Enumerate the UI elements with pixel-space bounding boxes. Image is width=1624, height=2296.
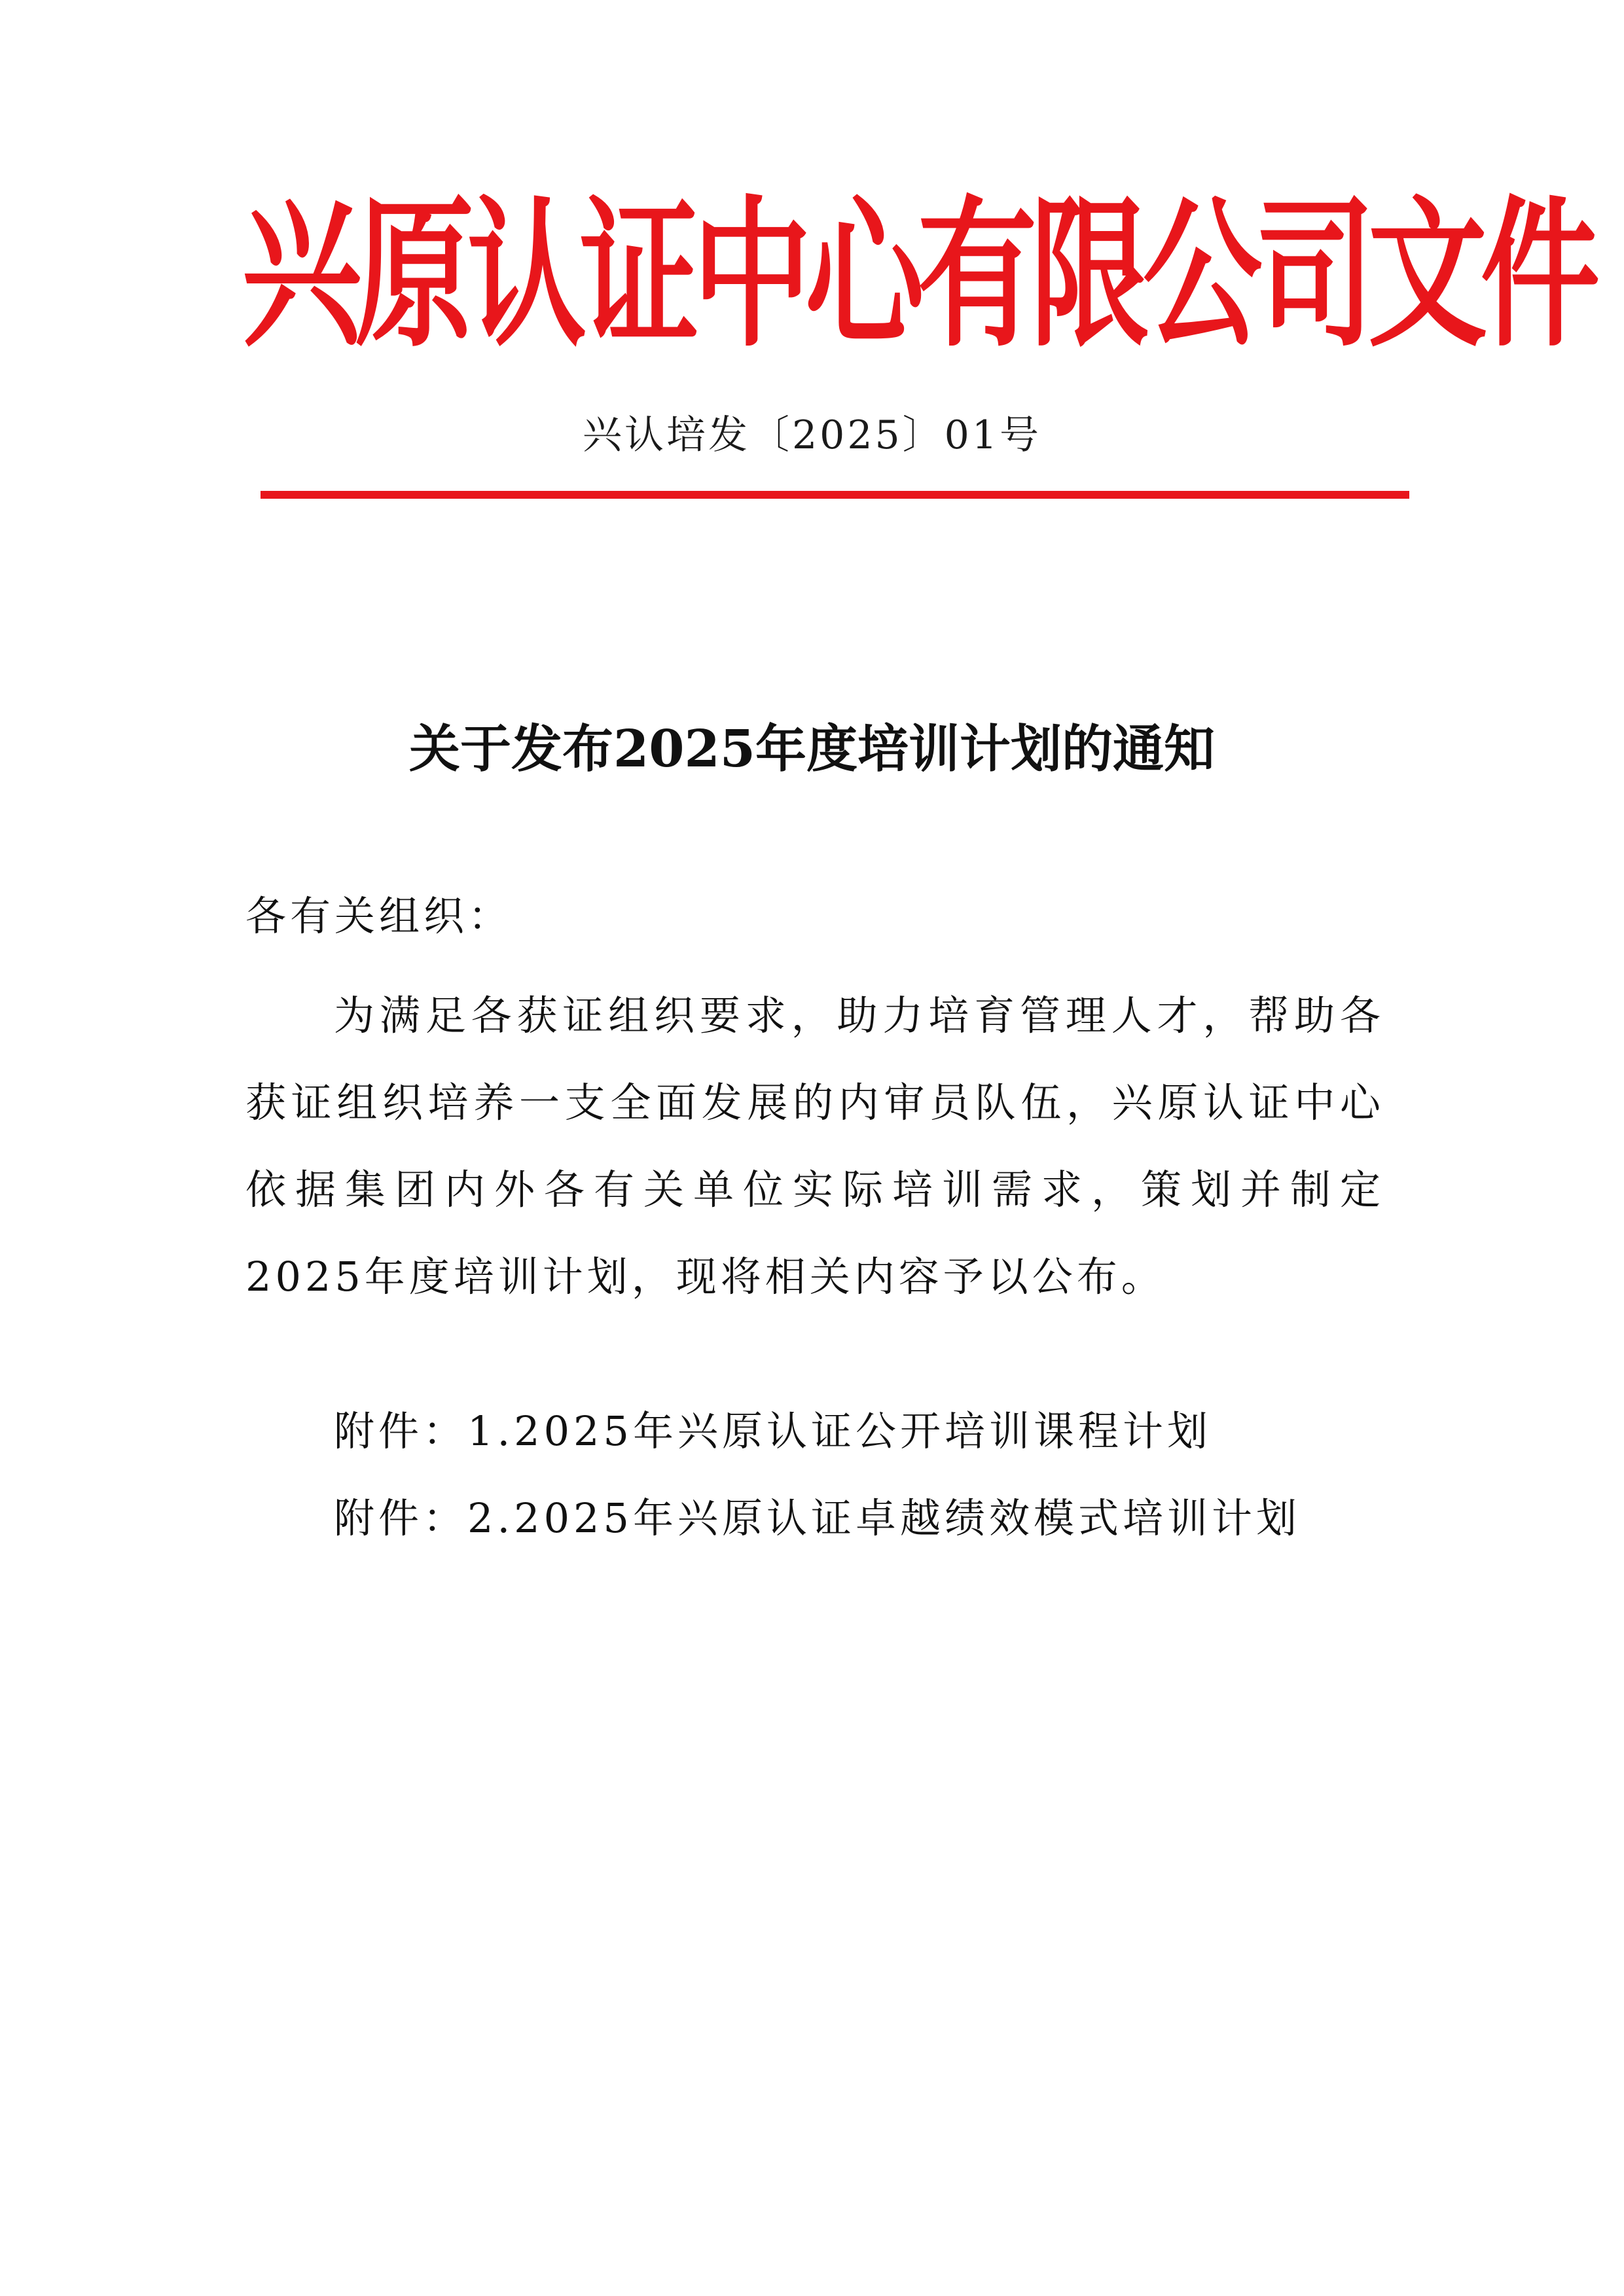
notice-title: 关于发布2025年度培训计划的通知 — [408, 719, 1216, 779]
red-divider-rule — [261, 491, 1409, 499]
salutation: 各有关组织： — [245, 892, 513, 940]
attachment-item-1: 附件：1.2025年兴原认证公开培训课程计划 — [334, 1407, 1212, 1455]
attachment-list — [334, 1388, 1301, 1562]
issuer-banner: 兴原认证中心有限公司文件 — [242, 181, 1593, 369]
document-number: 兴认培发〔2025〕01号 — [582, 412, 1042, 458]
attachment-item-2: 附件：2.2025年兴原认证卓越绩效模式培训计划 — [334, 1494, 1301, 1542]
body-paragraph: 为满足各获证组织要求，助力培育管理人才，帮助各获证组织培养一支全面发展的内审员队伍，兴原认证中心依据集团内外各有关单位实际培训需求，策划并制定2025年度培训计划，现将相关内容予以公布。 — [245, 992, 1384, 1300]
